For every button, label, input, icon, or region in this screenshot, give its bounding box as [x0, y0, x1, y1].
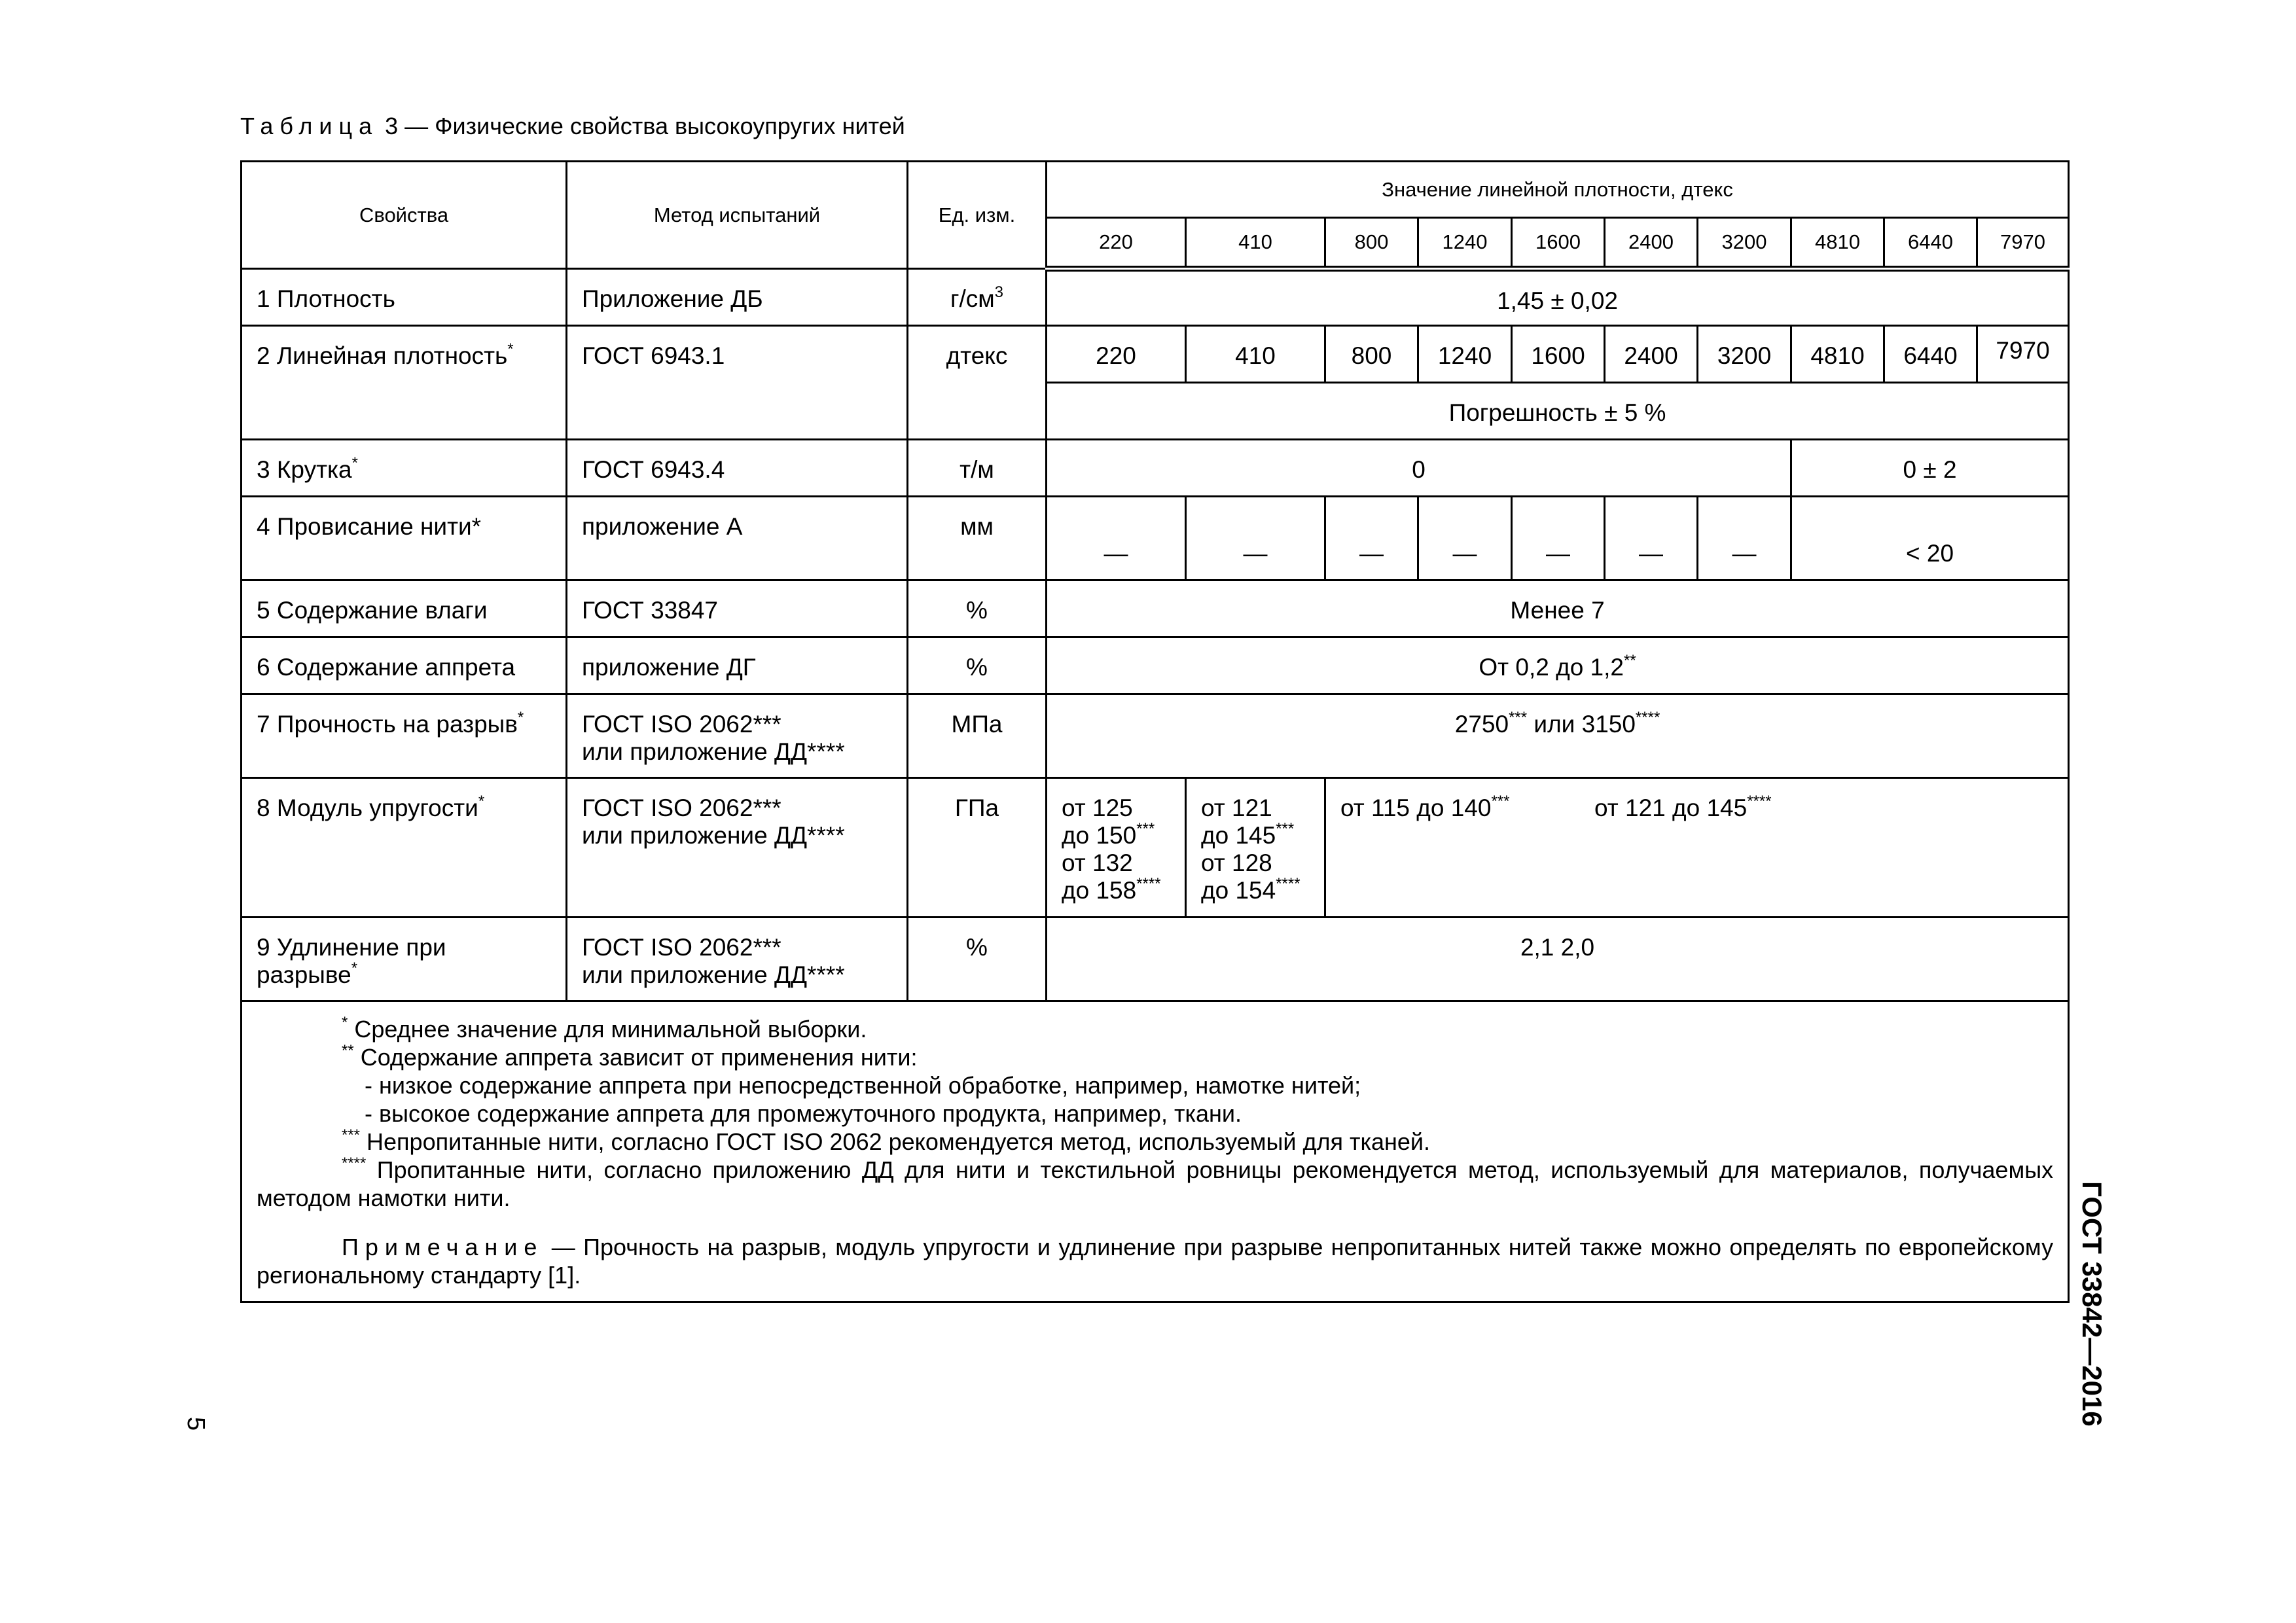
cell-method: Приложение ДБ — [567, 269, 908, 326]
cell-density: 800 — [1325, 326, 1418, 383]
footnote-2a: - низкое содержание аппрета при непосредственной обработке, например, намотке нитей; — [365, 1072, 1361, 1099]
table-caption — [240, 109, 905, 144]
method-line: ГОСТ ISO 2062*** — [582, 711, 781, 738]
modulus-rest-a — [1340, 794, 1594, 822]
cell-method: ГОСТ 33847 — [567, 580, 908, 637]
method-line: или приложение ДД**** — [582, 822, 845, 849]
remark-text: — Прочность на разрыв, модуль упругости и удлинение при разрыве непропитанных нитей также можно определять по европейскому региональному стандарту [1]. — [257, 1234, 2054, 1289]
cell-property — [242, 440, 567, 497]
cell-unit: % — [908, 580, 1047, 637]
cell-dash: — — [1047, 497, 1186, 580]
footnote-text: Среднее значение для минимальной выборки. — [348, 1016, 867, 1043]
table-row — [242, 778, 2069, 918]
modulus-text: до 158 — [1062, 877, 1137, 904]
footnote-mark: **** — [1276, 875, 1300, 893]
header-density-value: 1240 — [1418, 218, 1512, 269]
unit-superscript: 3 — [994, 283, 1004, 301]
footnote-2b: - высокое содержание аппрета для промежуточного продукта, например, ткани. — [365, 1100, 1242, 1127]
method-line: ГОСТ ISO 2062*** — [582, 794, 781, 821]
property-text: 2 Линейная плотность — [257, 342, 508, 369]
page-number: 5 — [182, 1417, 209, 1431]
modulus-text: от 115 до 140 — [1340, 794, 1492, 821]
cell-dash: — — [1186, 497, 1325, 580]
cell-property: 6 Содержание аппрета — [242, 637, 567, 694]
cell-density: 1240 — [1418, 326, 1512, 383]
header-row-1 — [242, 162, 2069, 218]
table-row — [242, 497, 2069, 580]
cell-unit — [908, 269, 1047, 326]
cell-property — [242, 778, 567, 918]
modulus-text: до 154 — [1201, 877, 1276, 904]
value-text: или 3150 — [1527, 711, 1636, 738]
cell-dash: — — [1418, 497, 1512, 580]
caption-prefix: Таблица — [240, 113, 379, 139]
footnote-mark: * — [517, 709, 524, 726]
cell-dash: — — [1605, 497, 1698, 580]
cell-density: 1600 — [1512, 326, 1605, 383]
cell-unit: т/м — [908, 440, 1047, 497]
cell-value — [1047, 637, 2069, 694]
header-unit: Ед. изм. — [908, 162, 1047, 269]
header-density-value: 7970 — [1977, 218, 2069, 269]
header-density-value: 220 — [1047, 218, 1186, 269]
method-line: или приложение ДД**** — [582, 961, 845, 988]
modulus-text: до 150 — [1062, 822, 1137, 849]
footnote-mark: **** — [1747, 793, 1772, 810]
cell-modulus-410 — [1186, 778, 1325, 918]
footnote-mark: * — [342, 1014, 348, 1031]
modulus-text: до 145 — [1201, 822, 1276, 849]
cell-value: < 20 — [1791, 497, 2069, 580]
unit-text: г/см — [950, 285, 995, 312]
footnote-mark: *** — [1276, 820, 1295, 838]
cell-property — [242, 326, 567, 440]
cell-method: ГОСТ 6943.1 — [567, 326, 908, 440]
cell-method — [567, 778, 908, 918]
cell-property — [242, 918, 567, 1001]
modulus-line — [1201, 822, 1310, 849]
header-density-value: 410 — [1186, 218, 1325, 269]
footnote-mark: **** — [1136, 875, 1161, 893]
cell-density: 3200 — [1698, 326, 1791, 383]
table-remark — [257, 1233, 2053, 1289]
table-row — [242, 694, 2069, 778]
modulus-line — [1062, 822, 1170, 849]
table-row — [242, 326, 2069, 383]
footnotes-cell — [242, 1001, 2069, 1302]
footnote-mark: ** — [1624, 652, 1636, 669]
modulus-line: от 121 — [1201, 794, 1272, 821]
modulus-line — [1201, 877, 1310, 904]
header-properties: Свойства — [242, 162, 567, 269]
cell-density: 2400 — [1605, 326, 1698, 383]
property-line: 9 Удлинение при — [257, 934, 446, 961]
modulus-line — [1062, 877, 1170, 904]
footnote-mark: **** — [1635, 709, 1660, 726]
footnote-mark: *** — [1491, 793, 1510, 810]
footnote-text: Пропитанные нити, согласно приложению ДД для нити и текстильной ровницы рекомендуется метод, используемый для материалов, получаемых методом намотки нити. — [257, 1156, 2054, 1211]
header-method: Метод испытаний — [567, 162, 908, 269]
header-density-value: 1600 — [1512, 218, 1605, 269]
cell-property: 1 Плотность — [242, 269, 567, 326]
cell-modulus-rest — [1325, 778, 2069, 918]
footnote-4 — [257, 1156, 2053, 1212]
modulus-rest-b — [1594, 794, 1772, 822]
table-row — [242, 580, 2069, 637]
modulus-text: от 121 до 145 — [1594, 794, 1748, 821]
footnote-3 — [257, 1128, 2053, 1156]
cell-dash: — — [1512, 497, 1605, 580]
cell-unit: мм — [908, 497, 1047, 580]
document-number: ГОСТ 33842—2016 — [2077, 1181, 2108, 1427]
value-text: От 0,2 до 1,2 — [1479, 654, 1624, 681]
cell-method — [567, 694, 908, 778]
spacer — [257, 1212, 2053, 1233]
cell-value — [1047, 694, 2069, 778]
cell-density: 6440 — [1884, 326, 1977, 383]
cell-property — [242, 694, 567, 778]
caption-text: 3 — Физические свойства высокоупругих нитей — [378, 113, 905, 139]
footnote-mark: * — [351, 454, 358, 472]
footnote-mark: * — [351, 959, 358, 977]
cell-unit: дтекс — [908, 326, 1047, 440]
value-text: 2750 — [1454, 711, 1509, 738]
method-line: ГОСТ ISO 2062*** — [582, 934, 781, 961]
property-line — [257, 961, 551, 989]
cell-density: 4810 — [1791, 326, 1884, 383]
footnote-mark: *** — [1136, 820, 1155, 838]
footnote-mark: * — [507, 340, 514, 358]
footnote-mark: ** — [342, 1042, 354, 1060]
remark-label: Примечание — [342, 1234, 544, 1260]
table-row — [242, 440, 2069, 497]
property-text: 3 Крутка — [257, 456, 352, 483]
method-line: или приложение ДД**** — [582, 738, 845, 765]
cell-modulus-220 — [1047, 778, 1186, 918]
cell-density: 410 — [1186, 326, 1325, 383]
header-density-value: 6440 — [1884, 218, 1977, 269]
cell-tolerance: Погрешность ± 5 % — [1047, 383, 2069, 440]
cell-unit: МПа — [908, 694, 1047, 778]
cell-unit: % — [908, 637, 1047, 694]
cell-method: приложение А — [567, 497, 908, 580]
cell-property: 5 Содержание влаги — [242, 580, 567, 637]
cell-value: 2,1 2,0 — [1047, 918, 2069, 1001]
property-text: 7 Прочность на разрыв — [257, 711, 518, 738]
property-text: 8 Модуль упругости — [257, 794, 478, 821]
cell-value: 0 — [1047, 440, 1791, 497]
cell-dash: — — [1325, 497, 1418, 580]
cell-density: 220 — [1047, 326, 1186, 383]
header-density-value: 3200 — [1698, 218, 1791, 269]
cell-value: 1,45 ± 0,02 — [1047, 269, 2069, 326]
modulus-line: от 128 — [1201, 849, 1272, 876]
footnote-mark: * — [478, 793, 485, 810]
table-row — [242, 269, 2069, 326]
property-text: разрыве — [257, 961, 351, 988]
cell-dash: — — [1698, 497, 1791, 580]
cell-density: 7970 — [1977, 326, 2069, 383]
footnote-2 — [257, 1043, 2053, 1071]
footnote-mark: *** — [342, 1126, 361, 1144]
table-row — [242, 637, 2069, 694]
header-density-group: Значение линейной плотности, дтекс — [1047, 162, 2069, 218]
properties-table — [240, 160, 2070, 1303]
modulus-rest-line — [1340, 794, 2053, 822]
header-density-value: 2400 — [1605, 218, 1698, 269]
footnote-mark: **** — [342, 1154, 367, 1172]
table-row — [242, 918, 2069, 1001]
cell-unit: ГПа — [908, 778, 1047, 918]
cell-property: 4 Провисание нити* — [242, 497, 567, 580]
header-density-value: 800 — [1325, 218, 1418, 269]
cell-value: Менее 7 — [1047, 580, 2069, 637]
cell-method: ГОСТ 6943.4 — [567, 440, 908, 497]
footnote-text: Непропитанные нити, согласно ГОСТ ISO 2062 рекомендуется метод, используемый для тканей. — [360, 1128, 1431, 1155]
footnote-mark: *** — [1509, 709, 1528, 726]
cell-method: приложение ДГ — [567, 637, 908, 694]
footnote-text: Содержание аппрета зависит от применения нити: — [353, 1044, 918, 1071]
cell-unit: % — [908, 918, 1047, 1001]
footnotes-row — [242, 1001, 2069, 1302]
cell-value: 0 ± 2 — [1791, 440, 2069, 497]
header-density-value: 4810 — [1791, 218, 1884, 269]
footnote-1 — [257, 1015, 2053, 1043]
modulus-line: от 125 — [1062, 794, 1133, 821]
cell-method — [567, 918, 908, 1001]
modulus-line: от 132 — [1062, 849, 1133, 876]
